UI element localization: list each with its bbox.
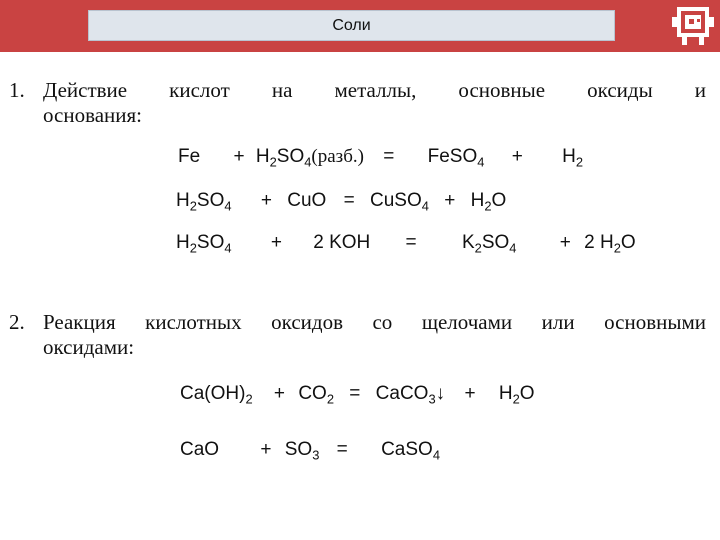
section-2 — [9, 310, 709, 370]
eq-term: CuO — [287, 190, 327, 211]
eq-subscript: 2 — [484, 198, 492, 214]
eq-subscript: 4 — [224, 240, 232, 256]
eq-plus: + — [233, 146, 245, 167]
eq-subscript: 4 — [432, 447, 440, 463]
eq-subscript: 2 — [189, 240, 197, 256]
eq-equals: = — [405, 232, 417, 253]
eq-term: CaO — [180, 439, 220, 460]
eq-subscript: 2 — [474, 240, 482, 256]
eq-term: Ca(OH) — [180, 383, 246, 404]
section-2-number: 2. — [9, 310, 25, 334]
eq-term: SO — [481, 232, 510, 253]
eq-term: H — [176, 232, 190, 253]
eq-term: FeSO — [427, 146, 478, 167]
eq-subscript: 2 — [575, 154, 584, 170]
eq-subscript: 2 — [613, 240, 621, 256]
section-2-line1: Реакция кислотных оксидов со щелочами или основными — [43, 310, 706, 334]
eq-term: H — [176, 190, 190, 211]
eq-plus: + — [464, 383, 476, 404]
eq-subscript: 2 — [189, 198, 197, 214]
section-1-line2: основания: — [43, 103, 143, 127]
eq-subscript: 4 — [421, 198, 429, 214]
equation-1-1 — [178, 146, 583, 168]
eq-subscript: 4 — [477, 154, 485, 170]
eq-term: CuSO — [369, 190, 422, 211]
eq-term: SO — [276, 146, 305, 167]
eq-term: O — [519, 383, 535, 404]
equation-2-2 — [180, 439, 440, 461]
eq-plus: + — [273, 383, 286, 404]
eq-term: SO — [196, 232, 225, 253]
equation-1-3 — [176, 232, 636, 254]
eq-term: H — [498, 383, 513, 404]
eq-subscript: 3 — [312, 447, 320, 463]
eq-plus: + — [559, 232, 571, 253]
eq-term: 2 KOH — [313, 232, 371, 253]
equation-1-2 — [176, 190, 506, 212]
eq-subscript: 3 — [428, 391, 436, 407]
robot-logo-icon — [670, 3, 716, 49]
eq-term: SO — [284, 439, 313, 460]
eq-equals: = — [343, 190, 355, 211]
eq-term: K — [461, 232, 475, 253]
eq-equals: = — [336, 439, 348, 460]
eq-term: H — [255, 146, 270, 167]
section-1-line1: Действие кислот на металлы, основные оксиды и — [43, 78, 706, 102]
eq-plus: + — [270, 232, 282, 253]
slide-title — [88, 10, 615, 41]
eq-equals: = — [383, 146, 395, 167]
eq-term: H — [470, 190, 485, 211]
eq-term: CaSO — [381, 439, 433, 460]
eq-subscript: 2 — [269, 154, 277, 170]
eq-subscript: 4 — [509, 240, 517, 256]
eq-plus: + — [444, 190, 456, 211]
eq-term: O — [620, 232, 636, 253]
slide-title-text: Соли — [332, 16, 371, 34]
eq-plus: + — [511, 146, 523, 167]
section-2-line2: оксидами: — [43, 335, 135, 359]
eq-term: H — [562, 146, 576, 167]
eq-plus: + — [260, 439, 272, 460]
eq-term: SO — [196, 190, 225, 211]
eq-subscript: 2 — [245, 391, 253, 407]
section-1 — [9, 78, 709, 138]
eq-term: CO — [298, 383, 327, 404]
eq-subscript: 2 — [326, 391, 334, 407]
eq-subscript: 4 — [304, 154, 312, 170]
eq-term: Fe — [178, 146, 201, 167]
eq-term: CaCO — [375, 383, 429, 404]
eq-subscript: 4 — [224, 198, 232, 214]
eq-plus: + — [260, 190, 272, 211]
section-1-number: 1. — [9, 78, 25, 102]
eq-note: (разб.) — [311, 146, 364, 167]
eq-subscript: 2 — [512, 391, 520, 407]
precipitate-arrow: ↓ — [435, 383, 446, 404]
eq-term: 2 H — [584, 232, 614, 253]
equation-2-1 — [180, 383, 535, 405]
eq-term: O — [491, 190, 507, 211]
eq-equals: = — [349, 383, 361, 404]
